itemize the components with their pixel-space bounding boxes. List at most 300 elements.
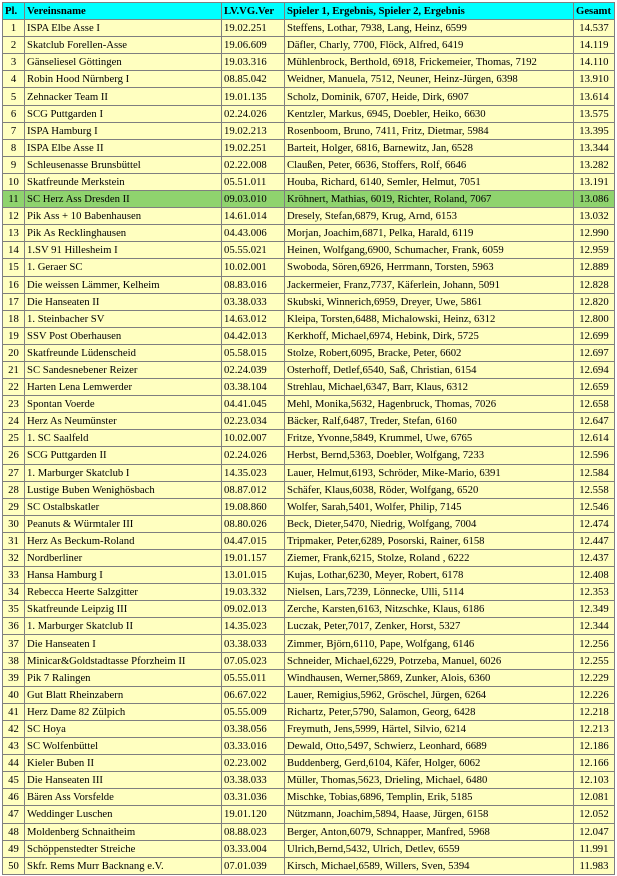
cell-club-name: Harten Lena Lemwerder [25, 379, 222, 396]
cell-total: 12.226 [574, 686, 615, 703]
cell-players-results: Wolfer, Sarah,5401, Wolfer, Philip, 7145 [285, 498, 574, 515]
cell-place: 33 [3, 567, 25, 584]
cell-place: 37 [3, 635, 25, 652]
table-row [3, 225, 615, 242]
cell-club-name: Robin Hood Nürnberg I [25, 71, 222, 88]
cell-total: 13.282 [574, 156, 615, 173]
header-row [3, 3, 615, 20]
cell-players-results: Steffens, Lothar, 7938, Lang, Heinz, 6599 [285, 20, 574, 37]
cell-association-code: 04.43.006 [222, 225, 285, 242]
table-row [3, 105, 615, 122]
table-row [3, 396, 615, 413]
table-row [3, 344, 615, 361]
cell-association-code: 08.87.012 [222, 481, 285, 498]
table-row [3, 515, 615, 532]
cell-players-results: Skubski, Winnerich,6959, Dreyer, Uwe, 5861 [285, 293, 574, 310]
cell-club-name: Herz As Neumünster [25, 413, 222, 430]
table-row [3, 567, 615, 584]
cell-total: 12.213 [574, 720, 615, 737]
cell-place: 25 [3, 430, 25, 447]
cell-players-results: Fritze, Yvonne,5849, Krummel, Uwe, 6765 [285, 430, 574, 447]
cell-players-results: Zerche, Karsten,6163, Nitzschke, Klaus, 6186 [285, 601, 574, 618]
cell-place: 40 [3, 686, 25, 703]
cell-place: 14 [3, 242, 25, 259]
cell-association-code: 04.47.015 [222, 532, 285, 549]
cell-place: 4 [3, 71, 25, 88]
cell-association-code: 03.38.033 [222, 293, 285, 310]
table-row [3, 550, 615, 567]
header-club-name: Vereinsname [25, 3, 222, 20]
cell-total: 12.349 [574, 601, 615, 618]
cell-place: 46 [3, 789, 25, 806]
table-row [3, 618, 615, 635]
table-row [3, 772, 615, 789]
cell-place: 7 [3, 122, 25, 139]
cell-total: 12.800 [574, 310, 615, 327]
cell-place: 29 [3, 498, 25, 515]
cell-club-name: Herz Dame 82 Zülpich [25, 703, 222, 720]
results-table-container [2, 2, 615, 875]
cell-association-code: 14.61.014 [222, 208, 285, 225]
cell-club-name: ISPA Hamburg I [25, 122, 222, 139]
cell-total: 12.256 [574, 635, 615, 652]
cell-place: 17 [3, 293, 25, 310]
table-row [3, 361, 615, 378]
cell-club-name: SCG Puttgarden II [25, 447, 222, 464]
cell-total: 13.395 [574, 122, 615, 139]
cell-players-results: Tripmaker, Peter,6289, Posorski, Rainer, 6158 [285, 532, 574, 549]
cell-club-name: SCG Puttgarden I [25, 105, 222, 122]
cell-place: 42 [3, 720, 25, 737]
cell-association-code: 02.23.034 [222, 413, 285, 430]
table-row [3, 584, 615, 601]
table-row [3, 310, 615, 327]
cell-total: 12.255 [574, 652, 615, 669]
cell-club-name: Schleusenasse Brunsbüttel [25, 156, 222, 173]
cell-place: 22 [3, 379, 25, 396]
cell-club-name: Minicar&Goldstadtasse Pforzheim II [25, 652, 222, 669]
cell-club-name: SC Hoya [25, 720, 222, 737]
cell-total: 12.828 [574, 276, 615, 293]
cell-place: 18 [3, 310, 25, 327]
cell-total: 12.959 [574, 242, 615, 259]
cell-club-name: 1. SC Saalfeld [25, 430, 222, 447]
cell-association-code: 07.05.023 [222, 652, 285, 669]
cell-place: 5 [3, 88, 25, 105]
cell-players-results: Freymuth, Jens,5999, Härtel, Silvio, 6214 [285, 720, 574, 737]
cell-players-results: Mehl, Monika,5632, Hagenbruck, Thomas, 7026 [285, 396, 574, 413]
cell-place: 44 [3, 755, 25, 772]
cell-place: 16 [3, 276, 25, 293]
cell-players-results: Ulrich,Bernd,5432, Ulrich, Detlev, 6559 [285, 840, 574, 857]
cell-total: 12.166 [574, 755, 615, 772]
cell-association-code: 02.24.039 [222, 361, 285, 378]
cell-total: 12.596 [574, 447, 615, 464]
table-row [3, 276, 615, 293]
cell-total: 13.086 [574, 191, 615, 208]
cell-association-code: 14.63.012 [222, 310, 285, 327]
cell-association-code: 03.38.056 [222, 720, 285, 737]
table-row [3, 703, 615, 720]
cell-players-results: Bäcker, Ralf,6487, Treder, Stefan, 6160 [285, 413, 574, 430]
cell-place: 24 [3, 413, 25, 430]
cell-club-name: Skatclub Forellen-Asse [25, 37, 222, 54]
cell-total: 12.047 [574, 823, 615, 840]
cell-place: 39 [3, 669, 25, 686]
cell-players-results: Nielsen, Lars,7239, Lönnecke, Ulli, 5114 [285, 584, 574, 601]
table-row [3, 191, 615, 208]
cell-club-name: 1. Marburger Skatclub I [25, 464, 222, 481]
cell-association-code: 03.38.104 [222, 379, 285, 396]
cell-club-name: Moldenberg Schnaitheim [25, 823, 222, 840]
cell-players-results: Luczak, Peter,7017, Zenker, Horst, 5327 [285, 618, 574, 635]
cell-place: 8 [3, 139, 25, 156]
table-row [3, 447, 615, 464]
table-row [3, 823, 615, 840]
cell-total: 11.983 [574, 857, 615, 874]
cell-club-name: Die Hanseaten II [25, 293, 222, 310]
cell-place: 6 [3, 105, 25, 122]
cell-players-results: Kujas, Lothar,6230, Meyer, Robert, 6178 [285, 567, 574, 584]
cell-place: 15 [3, 259, 25, 276]
cell-association-code: 03.31.036 [222, 789, 285, 806]
cell-players-results: Kentzler, Markus, 6945, Doebler, Heiko, 6630 [285, 105, 574, 122]
cell-players-results: Strehlau, Michael,6347, Barr, Klaus, 6312 [285, 379, 574, 396]
cell-total: 12.447 [574, 532, 615, 549]
cell-club-name: Die Hanseaten III [25, 772, 222, 789]
cell-players-results: Swoboda, Sören,6926, Herrmann, Torsten, 5963 [285, 259, 574, 276]
cell-players-results: Kleipa, Torsten,6488, Michalowski, Heinz, 6312 [285, 310, 574, 327]
table-row [3, 259, 615, 276]
table-row [3, 686, 615, 703]
cell-total: 12.052 [574, 806, 615, 823]
cell-players-results: Houba, Richard, 6140, Semler, Helmut, 7051 [285, 173, 574, 190]
cell-club-name: 1.SV 91 Hillesheim I [25, 242, 222, 259]
cell-club-name: ISPA Elbe Asse II [25, 139, 222, 156]
table-row [3, 498, 615, 515]
cell-association-code: 19.01.135 [222, 88, 285, 105]
cell-total: 12.699 [574, 327, 615, 344]
cell-place: 28 [3, 481, 25, 498]
cell-total: 12.694 [574, 361, 615, 378]
table-row [3, 464, 615, 481]
cell-place: 38 [3, 652, 25, 669]
table-row [3, 20, 615, 37]
cell-club-name: Weddinger Luschen [25, 806, 222, 823]
cell-players-results: Richartz, Peter,5790, Salamon, Georg, 6428 [285, 703, 574, 720]
cell-club-name: Bären Ass Vorsfelde [25, 789, 222, 806]
cell-players-results: Rosenboom, Bruno, 7411, Fritz, Dietmar, 5984 [285, 122, 574, 139]
cell-association-code: 19.01.120 [222, 806, 285, 823]
cell-place: 31 [3, 532, 25, 549]
cell-club-name: Spontan Voerde [25, 396, 222, 413]
cell-total: 12.658 [574, 396, 615, 413]
cell-place: 48 [3, 823, 25, 840]
cell-association-code: 14.35.023 [222, 618, 285, 635]
cell-players-results: Barteit, Holger, 6816, Barnewitz, Jan, 6528 [285, 139, 574, 156]
header-association-code: LV.VG.Ver [222, 3, 285, 20]
cell-place: 30 [3, 515, 25, 532]
cell-place: 27 [3, 464, 25, 481]
cell-total: 12.820 [574, 293, 615, 310]
cell-association-code: 02.23.002 [222, 755, 285, 772]
cell-club-name: Zehnacker Team II [25, 88, 222, 105]
cell-players-results: Herbst, Bernd,5363, Doebler, Wolfgang, 7233 [285, 447, 574, 464]
cell-club-name: Die Hanseaten I [25, 635, 222, 652]
cell-club-name: Herz As Beckum-Roland [25, 532, 222, 549]
cell-association-code: 19.03.316 [222, 54, 285, 71]
cell-players-results: Stolze, Robert,6095, Bracke, Peter, 6602 [285, 344, 574, 361]
cell-association-code: 19.02.213 [222, 122, 285, 139]
cell-place: 41 [3, 703, 25, 720]
cell-association-code: 05.51.011 [222, 173, 285, 190]
table-row [3, 88, 615, 105]
cell-association-code: 13.01.015 [222, 567, 285, 584]
cell-players-results: Scholz, Dominik, 6707, Heide, Dirk, 6907 [285, 88, 574, 105]
cell-players-results: Lauer, Helmut,6193, Schröder, Mike-Mario, 6391 [285, 464, 574, 481]
table-row [3, 413, 615, 430]
cell-association-code: 06.67.022 [222, 686, 285, 703]
header-total: Gesamt [574, 3, 615, 20]
table-row [3, 208, 615, 225]
cell-club-name: ISPA Elbe Asse I [25, 20, 222, 37]
cell-total: 12.186 [574, 738, 615, 755]
cell-club-name: Pik As Recklinghausen [25, 225, 222, 242]
table-row [3, 806, 615, 823]
header-place: Pl. [3, 3, 25, 20]
table-row [3, 37, 615, 54]
table-row [3, 379, 615, 396]
cell-players-results: Heinen, Wolfgang,6900, Schumacher, Frank, 6059 [285, 242, 574, 259]
table-row [3, 242, 615, 259]
cell-total: 12.218 [574, 703, 615, 720]
cell-association-code: 08.83.016 [222, 276, 285, 293]
cell-total: 12.474 [574, 515, 615, 532]
cell-association-code: 03.33.016 [222, 738, 285, 755]
cell-players-results: Windhausen, Werner,5869, Zunker, Alois, 6360 [285, 669, 574, 686]
cell-players-results: Osterhoff, Detlef,6540, Saß, Christian, 6154 [285, 361, 574, 378]
table-row [3, 738, 615, 755]
cell-players-results: Kirsch, Michael,6589, Willers, Sven, 5394 [285, 857, 574, 874]
cell-association-code: 03.33.004 [222, 840, 285, 857]
cell-club-name: Gänseliesel Göttingen [25, 54, 222, 71]
cell-total: 11.991 [574, 840, 615, 857]
cell-club-name: Skatfreunde Merkstein [25, 173, 222, 190]
cell-club-name: SC Wolfenbüttel [25, 738, 222, 755]
cell-place: 32 [3, 550, 25, 567]
cell-place: 35 [3, 601, 25, 618]
table-row [3, 789, 615, 806]
cell-total: 12.647 [574, 413, 615, 430]
table-row [3, 669, 615, 686]
table-row [3, 293, 615, 310]
cell-total: 12.437 [574, 550, 615, 567]
cell-players-results: Däfler, Charly, 7700, Flöck, Alfred, 6419 [285, 37, 574, 54]
cell-place: 26 [3, 447, 25, 464]
cell-players-results: Kröhnert, Mathias, 6019, Richter, Roland, 7067 [285, 191, 574, 208]
cell-total: 13.575 [574, 105, 615, 122]
cell-total: 14.119 [574, 37, 615, 54]
cell-players-results: Beck, Dieter,5470, Niedrig, Wolfgang, 7004 [285, 515, 574, 532]
cell-association-code: 05.55.011 [222, 669, 285, 686]
cell-players-results: Schneider, Michael,6229, Potrzeba, Manuel, 6026 [285, 652, 574, 669]
cell-club-name: Gut Blatt Rheinzabern [25, 686, 222, 703]
cell-club-name: 1. Marburger Skatclub II [25, 618, 222, 635]
cell-club-name: Pik Ass + 10 Babenhausen [25, 208, 222, 225]
cell-total: 12.697 [574, 344, 615, 361]
cell-club-name: Nordberliner [25, 550, 222, 567]
cell-place: 13 [3, 225, 25, 242]
cell-total: 12.546 [574, 498, 615, 515]
cell-total: 12.614 [574, 430, 615, 447]
table-row [3, 327, 615, 344]
cell-association-code: 10.02.001 [222, 259, 285, 276]
cell-total: 12.103 [574, 772, 615, 789]
cell-association-code: 03.38.033 [222, 772, 285, 789]
cell-club-name: Hansa Hamburg I [25, 567, 222, 584]
cell-association-code: 05.55.021 [222, 242, 285, 259]
cell-association-code: 05.58.015 [222, 344, 285, 361]
cell-place: 10 [3, 173, 25, 190]
cell-club-name: Schöppenstedter Streiche [25, 840, 222, 857]
cell-association-code: 02.24.026 [222, 105, 285, 122]
cell-players-results: Kerkhoff, Michael,6974, Hebink, Dirk, 5725 [285, 327, 574, 344]
table-row [3, 635, 615, 652]
cell-place: 21 [3, 361, 25, 378]
cell-players-results: Berger, Anton,6079, Schnapper, Manfred, 5968 [285, 823, 574, 840]
cell-players-results: Morjan, Joachim,6871, Pelka, Harald, 6119 [285, 225, 574, 242]
table-row [3, 755, 615, 772]
cell-place: 36 [3, 618, 25, 635]
cell-association-code: 09.02.013 [222, 601, 285, 618]
cell-association-code: 19.03.332 [222, 584, 285, 601]
table-row [3, 532, 615, 549]
cell-club-name: Pik 7 Ralingen [25, 669, 222, 686]
cell-club-name: Skatfreunde Leipzig III [25, 601, 222, 618]
cell-club-name: Kieler Buben II [25, 755, 222, 772]
cell-total: 12.081 [574, 789, 615, 806]
cell-association-code: 10.02.007 [222, 430, 285, 447]
cell-club-name: SSV Post Oberhausen [25, 327, 222, 344]
cell-players-results: Schäfer, Klaus,6038, Röder, Wolfgang, 6520 [285, 481, 574, 498]
cell-club-name: Skfr. Rems Murr Backnang e.V. [25, 857, 222, 874]
cell-place: 20 [3, 344, 25, 361]
cell-total: 12.408 [574, 567, 615, 584]
table-row [3, 139, 615, 156]
cell-association-code: 09.03.010 [222, 191, 285, 208]
table-row [3, 122, 615, 139]
cell-association-code: 07.01.039 [222, 857, 285, 874]
cell-total: 12.990 [574, 225, 615, 242]
cell-players-results: Zimmer, Björn,6110, Pape, Wolfgang, 6146 [285, 635, 574, 652]
cell-total: 12.889 [574, 259, 615, 276]
table-row [3, 54, 615, 71]
cell-club-name: 1. Geraer SC [25, 259, 222, 276]
cell-total: 13.910 [574, 71, 615, 88]
cell-association-code: 08.85.042 [222, 71, 285, 88]
cell-association-code: 04.41.045 [222, 396, 285, 413]
cell-association-code: 14.35.023 [222, 464, 285, 481]
cell-club-name: Peanuts & Würmtaler III [25, 515, 222, 532]
cell-players-results: Jackermeier, Franz,7737, Käferlein, Johann, 5091 [285, 276, 574, 293]
cell-players-results: Nützmann, Joachim,5894, Haase, Jürgen, 6158 [285, 806, 574, 823]
cell-association-code: 08.80.026 [222, 515, 285, 532]
table-row [3, 173, 615, 190]
cell-place: 19 [3, 327, 25, 344]
ranking-table [2, 2, 615, 875]
cell-place: 45 [3, 772, 25, 789]
table-row [3, 430, 615, 447]
table-row [3, 601, 615, 618]
cell-club-name: Skatfreunde Lüdenscheid [25, 344, 222, 361]
table-row [3, 652, 615, 669]
cell-club-name: SC Sandesnebener Reizer [25, 361, 222, 378]
cell-association-code: 19.02.251 [222, 20, 285, 37]
cell-place: 1 [3, 20, 25, 37]
cell-total: 12.353 [574, 584, 615, 601]
table-row [3, 857, 615, 874]
cell-place: 23 [3, 396, 25, 413]
cell-players-results: Dewald, Otto,5497, Schwierz, Leonhard, 6689 [285, 738, 574, 755]
cell-association-code: 04.42.013 [222, 327, 285, 344]
cell-association-code: 02.24.026 [222, 447, 285, 464]
cell-players-results: Buddenberg, Gerd,6104, Käfer, Holger, 6062 [285, 755, 574, 772]
cell-place: 50 [3, 857, 25, 874]
cell-club-name: 1. Steinbacher SV [25, 310, 222, 327]
table-row [3, 156, 615, 173]
cell-association-code: 03.38.033 [222, 635, 285, 652]
cell-players-results: Dresely, Stefan,6879, Krug, Arnd, 6153 [285, 208, 574, 225]
cell-place: 43 [3, 738, 25, 755]
cell-total: 13.344 [574, 139, 615, 156]
cell-players-results: Claußen, Peter, 6636, Stoffers, Rolf, 6646 [285, 156, 574, 173]
cell-association-code: 19.02.251 [222, 139, 285, 156]
cell-total: 12.229 [574, 669, 615, 686]
cell-place: 47 [3, 806, 25, 823]
cell-place: 2 [3, 37, 25, 54]
cell-place: 49 [3, 840, 25, 857]
table-body [3, 20, 615, 875]
cell-association-code: 19.08.860 [222, 498, 285, 515]
table-row [3, 840, 615, 857]
cell-players-results: Mischke, Tobias,6896, Templin, Erik, 5185 [285, 789, 574, 806]
cell-total: 14.537 [574, 20, 615, 37]
cell-association-code: 19.06.609 [222, 37, 285, 54]
cell-total: 14.110 [574, 54, 615, 71]
cell-association-code: 19.01.157 [222, 550, 285, 567]
cell-total: 12.584 [574, 464, 615, 481]
cell-association-code: 05.55.009 [222, 703, 285, 720]
cell-club-name: SC Ostalbskatler [25, 498, 222, 515]
cell-place: 12 [3, 208, 25, 225]
cell-association-code: 08.88.023 [222, 823, 285, 840]
cell-total: 13.614 [574, 88, 615, 105]
cell-players-results: Mühlenbrock, Berthold, 6918, Frickemeier, Thomas, 7192 [285, 54, 574, 71]
table-row [3, 481, 615, 498]
cell-club-name: SC Herz Ass Dresden II [25, 191, 222, 208]
cell-total: 13.032 [574, 208, 615, 225]
cell-total: 13.191 [574, 173, 615, 190]
table-row [3, 71, 615, 88]
cell-total: 12.558 [574, 481, 615, 498]
cell-players-results: Müller, Thomas,5623, Drieling, Michael, 6480 [285, 772, 574, 789]
cell-total: 12.659 [574, 379, 615, 396]
table-row [3, 720, 615, 737]
cell-place: 11 [3, 191, 25, 208]
cell-total: 12.344 [574, 618, 615, 635]
cell-club-name: Lustige Buben Wenighösbach [25, 481, 222, 498]
cell-club-name: Rebecca Heerte Salzgitter [25, 584, 222, 601]
